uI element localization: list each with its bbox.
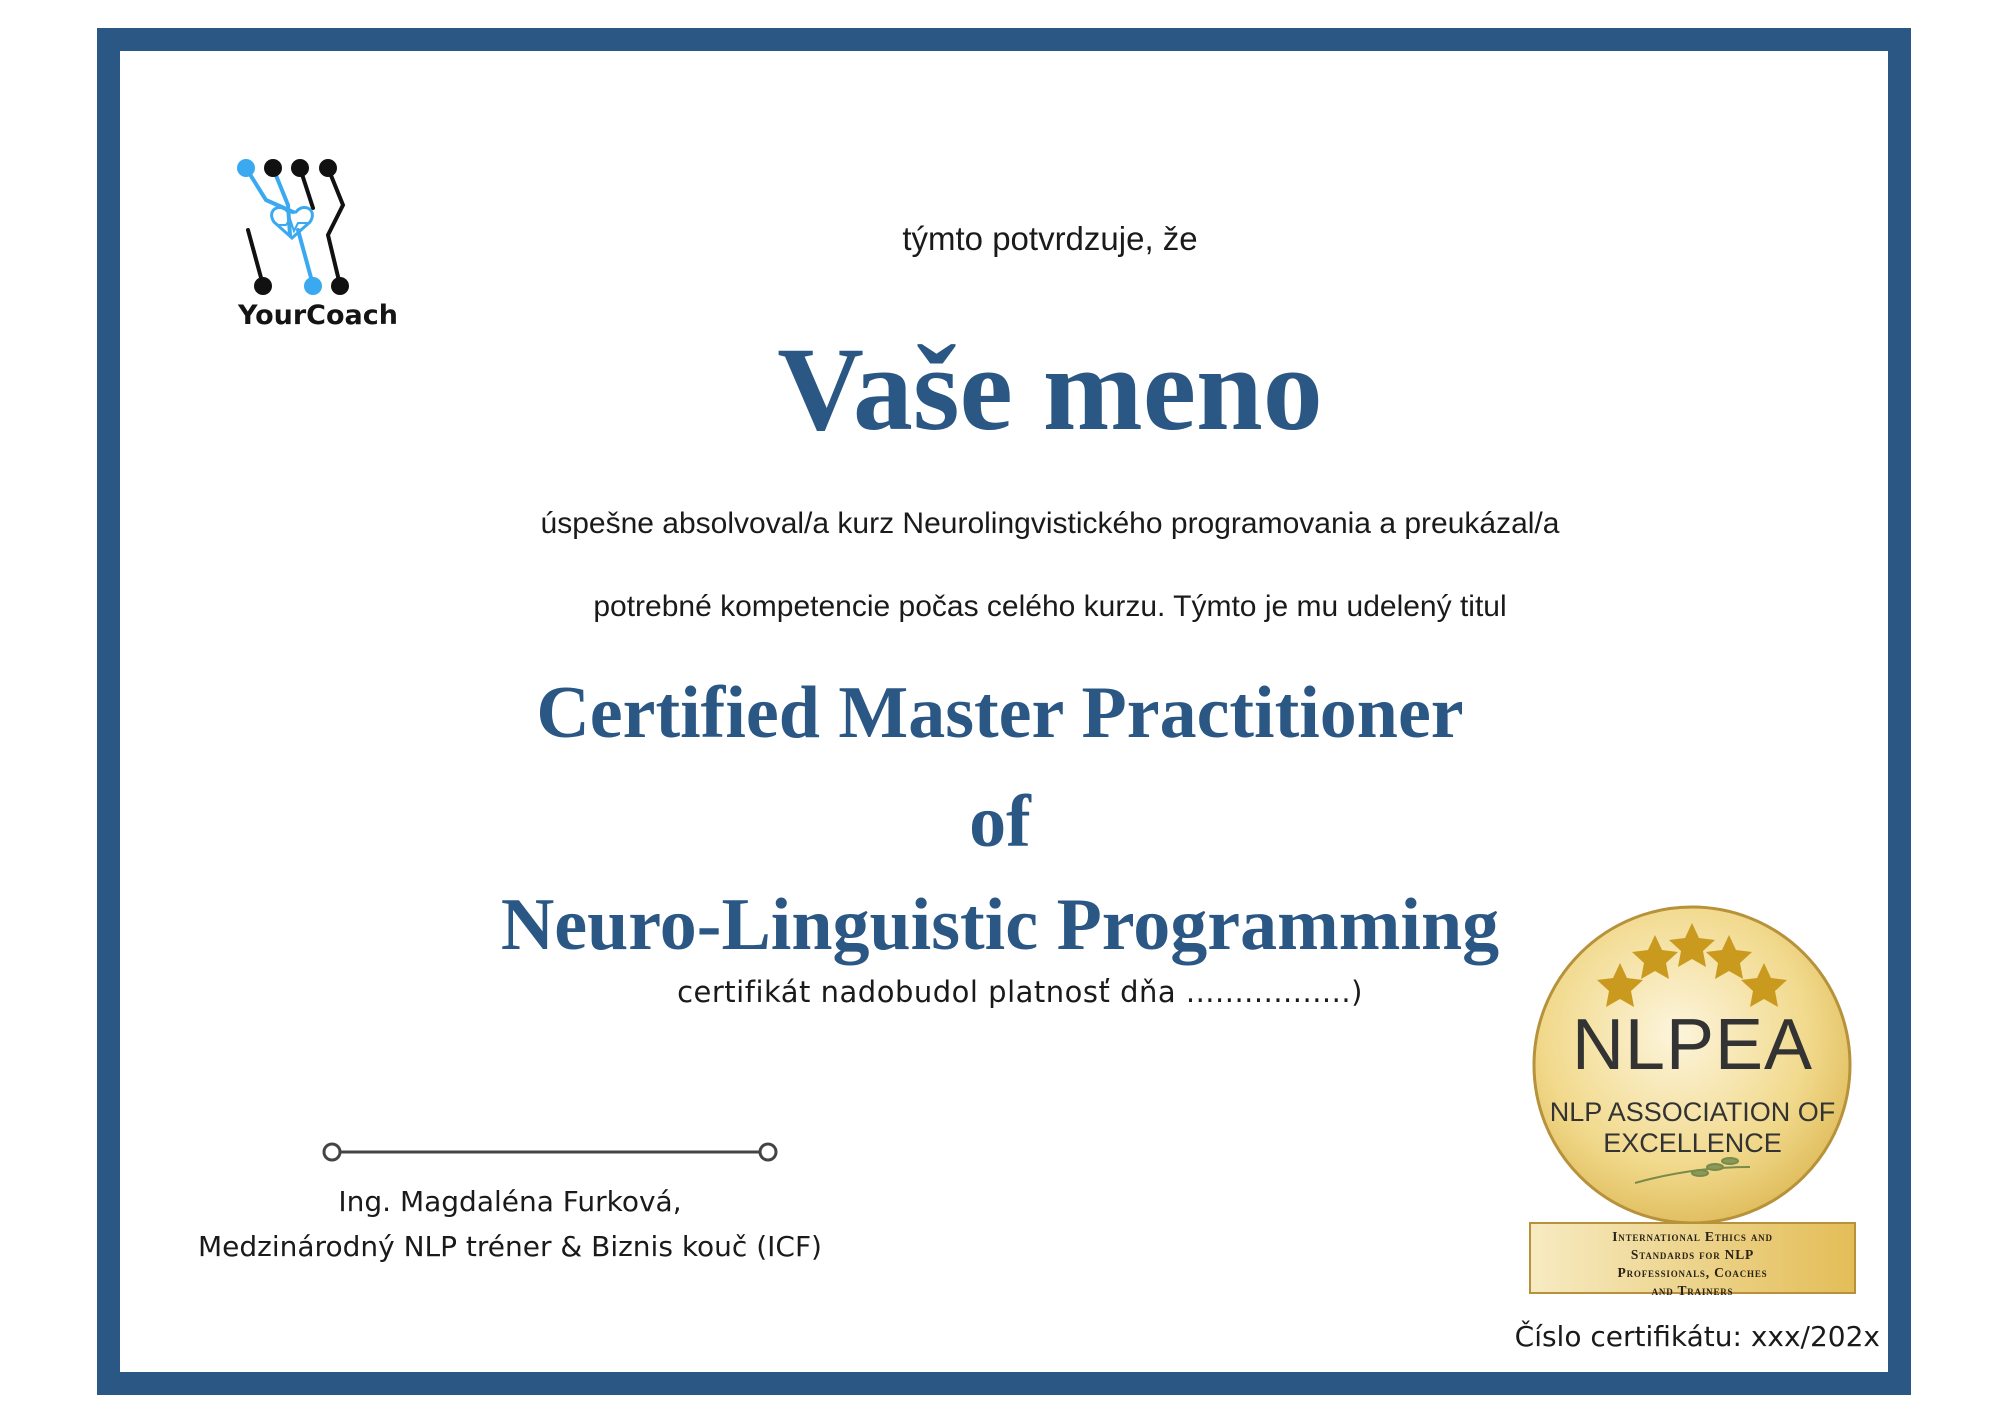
body-text-line-2: potrebné kompetencie počas celého kurzu. Týmto je mu udelený titul	[593, 590, 1507, 623]
title-line-3: Neuro-Linguistic Programming	[500, 884, 1500, 966]
title-line-2: of	[969, 781, 1031, 863]
seal-banner-line-2: Standards for NLP	[1630, 1247, 1755, 1262]
seal-name-line-2: EXCELLENCE	[1603, 1128, 1782, 1158]
body-text-line-1: úspešne absolvoval/a kurz Neurolingvistického programovania a preukázal/a	[540, 507, 1560, 540]
intro-text: týmto potvrdzuje, že	[902, 220, 1198, 257]
seal-banner-line-3: Professionals, Coaches	[1617, 1265, 1768, 1280]
signatory-role: Medzinárodný NLP tréner & Biznis kouč (ICF)	[198, 1230, 822, 1263]
recipient-name: Vaše meno	[777, 322, 1323, 455]
seal-banner-line-4: and Trainers	[1651, 1283, 1734, 1298]
certificate-number: Číslo certifikátu: xxx/202x	[1514, 1320, 1880, 1353]
seal-banner-line-1: International Ethics and	[1612, 1229, 1773, 1244]
seal-name-line-1: NLP ASSOCIATION OF	[1549, 1097, 1836, 1127]
title-line-1: Certified Master Practitioner	[536, 672, 1464, 754]
signature-line	[320, 1140, 780, 1164]
logo-wordmark: YourCoach	[238, 300, 398, 331]
seal-acronym: NLPEA	[1571, 1005, 1814, 1085]
signatory-name: Ing. Magdaléna Furková,	[338, 1185, 682, 1218]
validity-date-text: certifikát nadobudol platnosť dňa .................)	[677, 975, 1363, 1009]
